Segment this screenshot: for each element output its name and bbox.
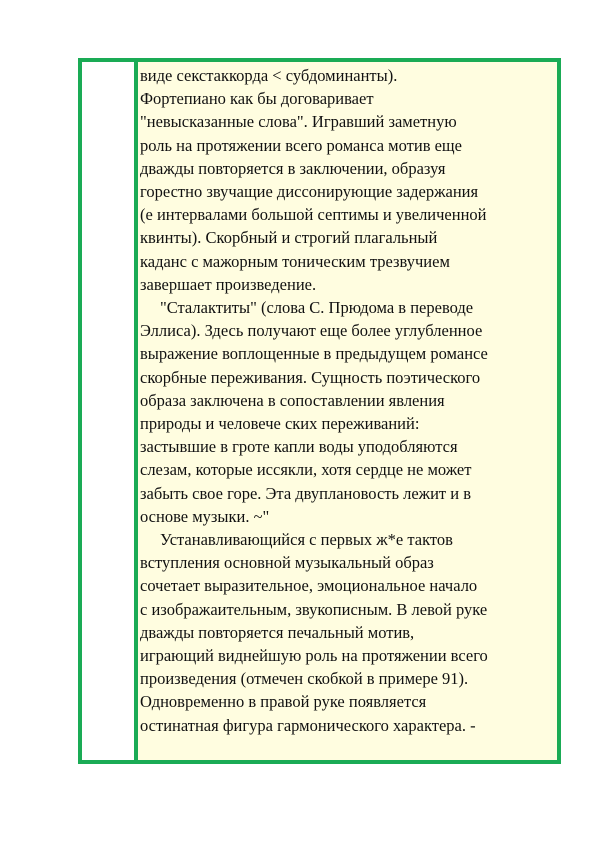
text-line: основе музыки. ~" [140, 506, 270, 526]
text-line: с изображаительным, звукописным. В левой руке [140, 599, 488, 619]
text-line: дважды повторяется печальный мотив, [140, 622, 415, 642]
text-line: "Сталактиты" (слова С. Прюдома в переводе [160, 298, 474, 318]
text-line: дважды повторяется в заключении, образуя [140, 158, 446, 178]
text-line: играющий виднейшую роль на протяжении всего [140, 646, 488, 666]
text-line: Устанавливающийся с первых ж*е тактов [160, 530, 453, 550]
paragraph-3 [140, 528, 556, 737]
text-line: "невысказанные слова". Игравший заметную [140, 112, 457, 132]
text-column [140, 64, 556, 737]
page-frame [78, 58, 561, 764]
text-line: образа заключена в сопоставлении явления [140, 390, 445, 410]
text-line: Одновременно в правой руке появляется [140, 692, 427, 712]
text-line: вступления основной музыкальный образ [140, 553, 434, 573]
paragraph-1 [140, 64, 556, 296]
text-line: Фортепиано как бы договаривает [140, 89, 374, 109]
text-line: остинатная фигура гармонического характера. - [140, 715, 476, 735]
text-line: сочетает выразительное, эмоциональное начало [140, 576, 478, 596]
text-line: забыть свое горе. Эта двуплановость лежит и в [140, 483, 471, 503]
text-line: (е интервалами большой септимы и увеличенной [140, 205, 487, 225]
text-line: выражение воплощенные в предыдущем романсе [140, 344, 488, 364]
text-line: слезам, которые иссякли, хотя сердце не может [140, 460, 472, 480]
text-line: произведения (отмечен скобкой в примере 91). [140, 669, 469, 689]
text-line: роль на протяжении всего романса мотив еще [140, 135, 462, 155]
text-line: застывшие в гроте капли воды уподобляются [140, 437, 458, 457]
text-line: квинты). Скорбный и строгий плагальный [140, 228, 438, 248]
text-line: Эллиса). Здесь получают еще более углубленное [140, 321, 483, 341]
text-line: горестно звучащие диссонирующие задержания [140, 182, 479, 202]
text-line: природы и человече ских переживаний: [140, 414, 420, 434]
text-line: завершает произведение. [140, 274, 317, 294]
text-line: каданс с мажорным тоническим трезвучием [140, 251, 450, 271]
left-margin-column [82, 62, 138, 760]
text-line: виде секстаккорда < субдоминанты). [140, 66, 398, 85]
paragraph-2 [140, 296, 556, 528]
text-line: скорбные переживания. Сущность поэтического [140, 367, 481, 387]
